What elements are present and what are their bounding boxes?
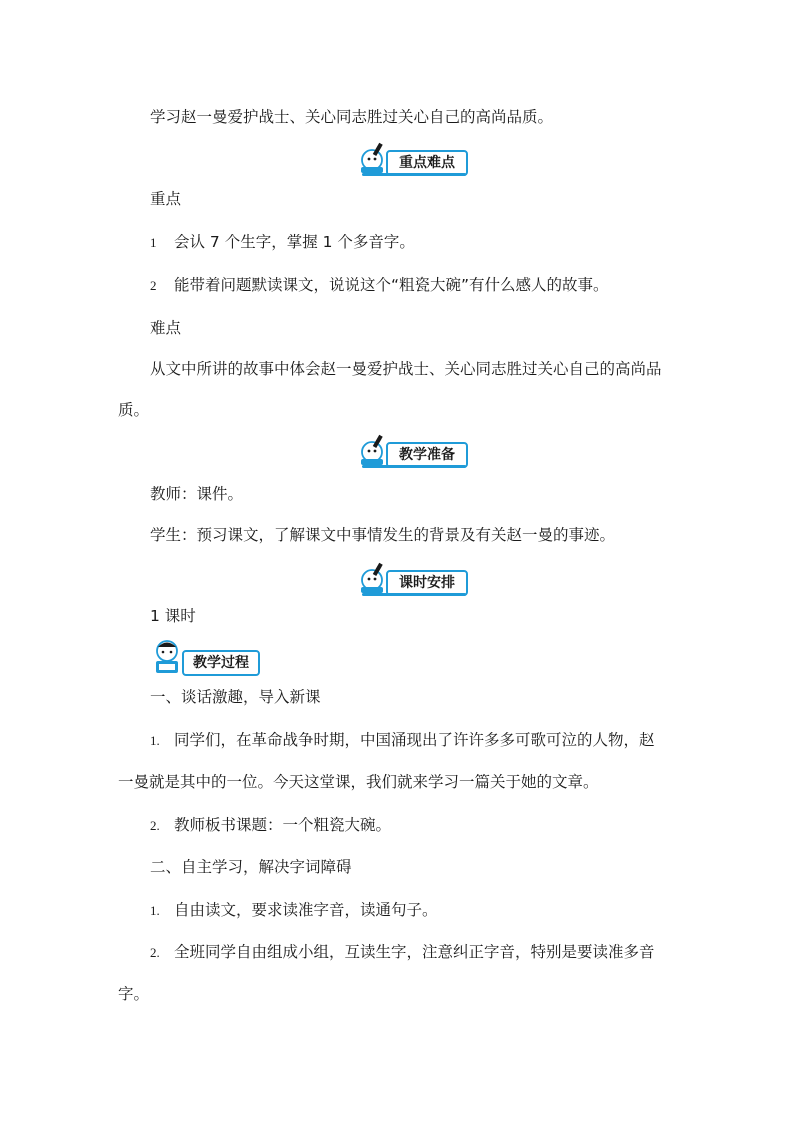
part2-heading: 二、自主学习，解决字词障碍 [150,858,352,876]
schedule-text: 1 课时 [150,607,196,625]
prep-student: 学生：预习课文，了解课文中事情发生的背景及有关赵一曼的事迹。 [150,526,616,544]
difficulty-text-line1: 从文中所讲的故事中体会赵一曼爱护战士、关心同志胜过关心自己的高尚品 [150,360,662,378]
item-number: 1. [150,733,160,748]
difficulty-heading: 难点 [150,319,182,337]
process-item-1-line2: 一曼就是其中的一位。今天这堂课，我们就来学习一篇关于她的文章。 [118,773,599,791]
section-title: 课时安排 [386,570,468,596]
process-item-2 [150,815,391,836]
item-text: 能带着问题默读课文，说说这个“粗瓷大碗”有什么感人的故事。 [174,276,609,294]
part1-heading: 一、谈话激趣，导入新课 [150,688,321,706]
badge-underline [362,173,466,176]
item-number: 1 [150,235,157,250]
process-item-1-line1 [150,730,655,751]
key-item-2 [150,275,609,296]
process-item-4-line1 [150,942,655,963]
section-header-preparation [356,433,468,467]
item-number: 2 [150,278,157,293]
difficulty-text-line2: 质。 [118,401,150,419]
section-title: 重点难点 [386,150,468,176]
item-text: 会认 7 个生字，掌握 1 个多音字。 [174,233,415,251]
item-number: 1. [150,903,160,918]
section-title: 教学过程 [182,650,260,676]
process-item-4-line2: 字。 [118,985,150,1003]
prep-teacher: 教师：课件。 [150,485,244,503]
key-item-1 [150,232,415,253]
item-text: 教师板书课题：一个粗瓷大碗。 [174,816,392,834]
item-text: 同学们，在革命战争时期，中国涌现出了许许多多可歌可泣的人物，赵 [174,731,655,749]
objective-text: 学习赵一曼爱护战士、关心同志胜过关心自己的高尚品质。 [150,108,554,126]
section-header-schedule [356,561,468,595]
badge-underline [362,593,466,596]
item-number: 2. [150,818,160,833]
item-number: 2. [150,945,160,960]
badge-underline [362,465,466,468]
section-header-process [150,638,262,676]
key-heading: 重点 [150,190,182,208]
item-text: 自由读文，要求读准字音，读通句子。 [174,901,438,919]
section-header-key-points [356,141,468,175]
item-text: 全班同学自由组成小组，互读生字，注意纠正字音，特别是要读准多音 [174,943,655,961]
section-title: 教学准备 [386,442,468,468]
process-item-3 [150,900,438,921]
